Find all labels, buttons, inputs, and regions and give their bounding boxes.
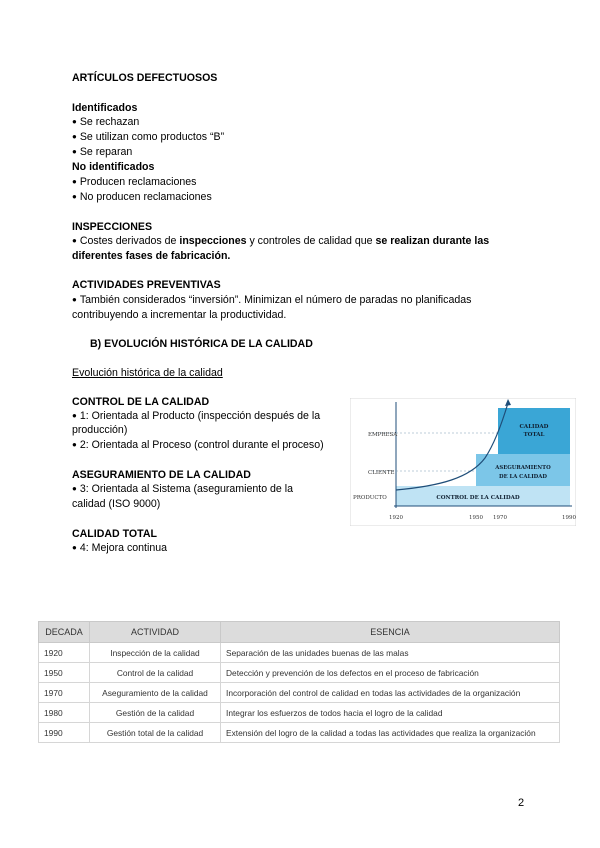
inspecciones-text: [72, 234, 489, 248]
list-item: ● Se utilizan como productos “B”: [72, 130, 224, 144]
x-label: 1970: [493, 515, 507, 521]
text-run: se realizan durante las: [375, 235, 490, 247]
table-cell: Aseguramiento de la calidad: [90, 683, 221, 703]
list-item: ● 4: Mejora continua: [72, 541, 167, 555]
table-cell: Gestión de la calidad: [90, 703, 221, 723]
table-cell: 1970: [39, 683, 90, 703]
text-run: Costes derivados de: [79, 235, 180, 247]
list-item: ● Se reparan: [72, 145, 132, 159]
total-box: [498, 408, 570, 454]
section-b-subheading: Evolución histórica de la calidad: [72, 367, 223, 379]
history-table: [38, 621, 560, 743]
table-row: [39, 723, 560, 743]
page-number: 2: [518, 797, 525, 809]
text-run: y controles de calidad que: [246, 235, 376, 247]
list-item: ● No producen reclamaciones: [72, 190, 212, 204]
list-item: ● Se rechazan: [72, 115, 139, 129]
table-header-row: [39, 622, 560, 643]
table-cell: Inspección de la calidad: [90, 643, 221, 663]
identificados-label: Identificados: [72, 102, 138, 114]
table-cell: Separación de las unidades buenas de las malas: [221, 643, 560, 663]
total-title: CALIDAD TOTAL: [72, 528, 157, 540]
control-title: CONTROL DE LA CALIDAD: [72, 396, 210, 408]
section-title-preventivas: ACTIVIDADES PREVENTIVAS: [72, 279, 221, 291]
table-cell: 1950: [39, 663, 90, 683]
list-item-continued: calidad (ISO 9000): [72, 498, 161, 510]
column-header: ESENCIA: [221, 622, 560, 643]
table-cell: 1920: [39, 643, 90, 663]
column-header: DECADA: [39, 622, 90, 643]
x-label: 1920: [389, 515, 403, 521]
column-header: ACTIVIDAD: [90, 622, 221, 643]
table-row: [39, 643, 560, 663]
table-cell: Control de la calidad: [90, 663, 221, 683]
table-row: [39, 683, 560, 703]
table-cell: Integrar los esfuerzos de todos hacia el logro de la calidad: [221, 703, 560, 723]
table-cell: Detección y prevención de los defectos en el proceso de fabricación: [221, 663, 560, 683]
list-item: ● Producen reclamaciones: [72, 175, 196, 189]
inspecciones-text-continued: diferentes fases de fabricación.: [72, 250, 231, 262]
aseguramiento-box-label: ASEGURAMIENTO: [495, 465, 551, 471]
y-label: EMPRESA: [368, 432, 398, 438]
control-box-label: CONTROL DE LA CALIDAD: [436, 495, 520, 501]
list-item: ● 3: Orientada al Sistema (aseguramiento de la: [72, 482, 293, 496]
section-title-defectuosos: ARTÍCULOS DEFECTUOSOS: [72, 72, 218, 84]
table-cell: Gestión total de la calidad: [90, 723, 221, 743]
total-box-label: TOTAL: [523, 432, 545, 438]
table-cell: Incorporación del control de calidad en todas las actividades de la organización: [221, 683, 560, 703]
section-title-inspecciones: INSPECCIONES: [72, 221, 153, 233]
table-cell: 1980: [39, 703, 90, 723]
list-item-continued: producción): [72, 424, 128, 436]
section-b-heading: B) EVOLUCIÓN HISTÓRICA DE LA CALIDAD: [90, 338, 313, 350]
y-label: PRODUCTO: [353, 495, 387, 501]
y-label: CLIENTE: [368, 470, 395, 476]
preventivas-text: ● También considerados “inversión”. Minimizan el número de paradas no planificadas: [72, 293, 471, 307]
text-run: inspecciones: [179, 235, 247, 247]
x-label: 1950: [469, 515, 483, 521]
table-cell: Extensión del logro de la calidad a todas las actividades que realiza la organización: [221, 723, 560, 743]
aseguramiento-title: ASEGURAMIENTO DE LA CALIDAD: [72, 469, 251, 481]
table-cell: 1990: [39, 723, 90, 743]
x-label: 1990: [562, 515, 576, 521]
quality-evolution-diagram: [350, 398, 576, 526]
no-identificados-label: No identificados: [72, 161, 155, 173]
list-item: ● 2: Orientada al Proceso (control durante el proceso): [72, 438, 324, 452]
total-box-label: CALIDAD: [519, 424, 549, 430]
preventivas-text-continued: contribuyendo a incrementar la productividad.: [72, 309, 287, 321]
table-row: [39, 663, 560, 683]
list-item: ● 1: Orientada al Producto (inspección después de la: [72, 409, 320, 423]
table-row: [39, 703, 560, 723]
aseguramiento-box-label: DE LA CALIDAD: [499, 474, 547, 480]
